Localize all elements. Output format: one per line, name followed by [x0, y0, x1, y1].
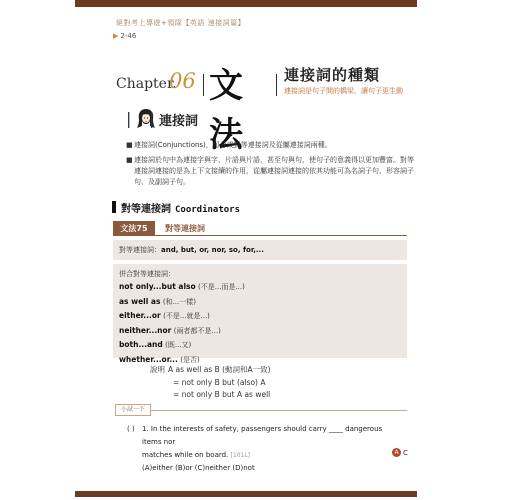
divider [203, 74, 204, 96]
practice-divider [151, 410, 407, 411]
list-item [119, 324, 401, 339]
correlative-box [113, 264, 407, 364]
answer-key [392, 448, 408, 457]
note-tag: 說明 [150, 365, 165, 374]
list-item [126, 155, 416, 188]
pair-zh: (是否) [180, 355, 200, 364]
pair-zh: (不是...就是...) [163, 312, 210, 320]
bottom-decorative-bar [75, 491, 417, 497]
bullet-text: 連接詞(Conjunctions)，可分成對等連接詞及從屬連接詞兩種。 [134, 141, 332, 149]
triangle-right-icon: ▶ [113, 32, 119, 40]
section-title-zh: 對等連接詞 [121, 204, 171, 215]
answer-text: C [403, 448, 408, 457]
chapter-description: 連接詞是句子間的橋梁，讓句子更生動 [284, 87, 403, 95]
coordinators-box [113, 240, 407, 260]
bullet-list [126, 140, 416, 192]
pair-en: neither...nor [119, 325, 172, 335]
list-item [119, 338, 401, 353]
pair-en: as well as [119, 296, 161, 306]
page-number [113, 32, 136, 40]
running-head: 絕對考上導遊+領隊【英語 速接詞篇】 [116, 19, 246, 27]
pair-en: whether...or... [119, 354, 178, 364]
list-item [119, 295, 401, 310]
grammar-header [113, 221, 407, 236]
pair-en: either...or [119, 311, 161, 320]
chapter-subtitle: 連接詞的種類 [284, 66, 381, 84]
list-item [126, 140, 416, 151]
question-source: [101L] [230, 452, 251, 459]
page-number-text: 2-46 [120, 32, 137, 40]
practice-label: 小試一下 [115, 404, 151, 416]
box-prefix: 對等連接詞： [119, 246, 161, 254]
section-title: 連接詞 [159, 114, 199, 129]
box-header: 併合對等連接詞： [119, 270, 175, 278]
question-line [142, 449, 402, 462]
grammar-name: 對等連接詞 [165, 224, 205, 233]
answer-blank: ( ) [127, 425, 135, 433]
chapter-number: 06 [169, 69, 196, 93]
note-line: = not only B but (also) A [173, 377, 266, 387]
question-text: matches while on board. [142, 451, 229, 459]
section-marker [112, 201, 116, 213]
grammar-label: 文法75 [113, 221, 155, 236]
top-decorative-bar [75, 0, 417, 7]
question-body [142, 423, 402, 475]
bullet-text: 連接詞於句中為連接字與字、片語與片語，甚至句與句，使句子的意義得以更加豐富。對等連接詞連接的是為上下文接續的作用，從屬連接詞連接的依其功能可為名詞子句、形容詞子句、及副詞子句。 [134, 156, 414, 186]
question-options: (A)either (B)or (C)neither (D)not [142, 464, 255, 472]
bullet-icon: ■ [126, 141, 133, 149]
pair-zh: (不是...而是...) [198, 283, 245, 291]
question-line: 1. In the interests of safety, passengers should carry ____ dangerous items nor [142, 425, 383, 446]
pair-en: both...and [119, 340, 163, 349]
bullet-icon: ■ [126, 156, 133, 164]
bracket-right: | [149, 109, 155, 128]
bracket-left: | [126, 109, 132, 128]
list-item [119, 309, 401, 324]
list-item [119, 280, 401, 295]
pair-zh: (和...一樣) [162, 297, 196, 306]
section-title-coordinators [121, 200, 240, 215]
coordinator-words: and, but, or, nor, so, for,... [161, 246, 264, 254]
pair-zh: (既...又) [165, 341, 192, 349]
divider [276, 74, 277, 96]
note-line: = not only B but A as well [173, 390, 271, 399]
pair-zh: (兩者都不是...) [173, 326, 221, 335]
chapter-word: Chapter. [116, 76, 177, 92]
pair-en: not only...but also [119, 282, 196, 291]
note-line [150, 364, 271, 377]
answer-badge-icon: A [392, 448, 401, 457]
section-title-en: Coordinators [175, 205, 241, 215]
note-text: A as well as B (動詞和A一致) [168, 365, 271, 374]
explanation-note [150, 364, 271, 402]
chapter-title: 文法 [209, 66, 245, 155]
